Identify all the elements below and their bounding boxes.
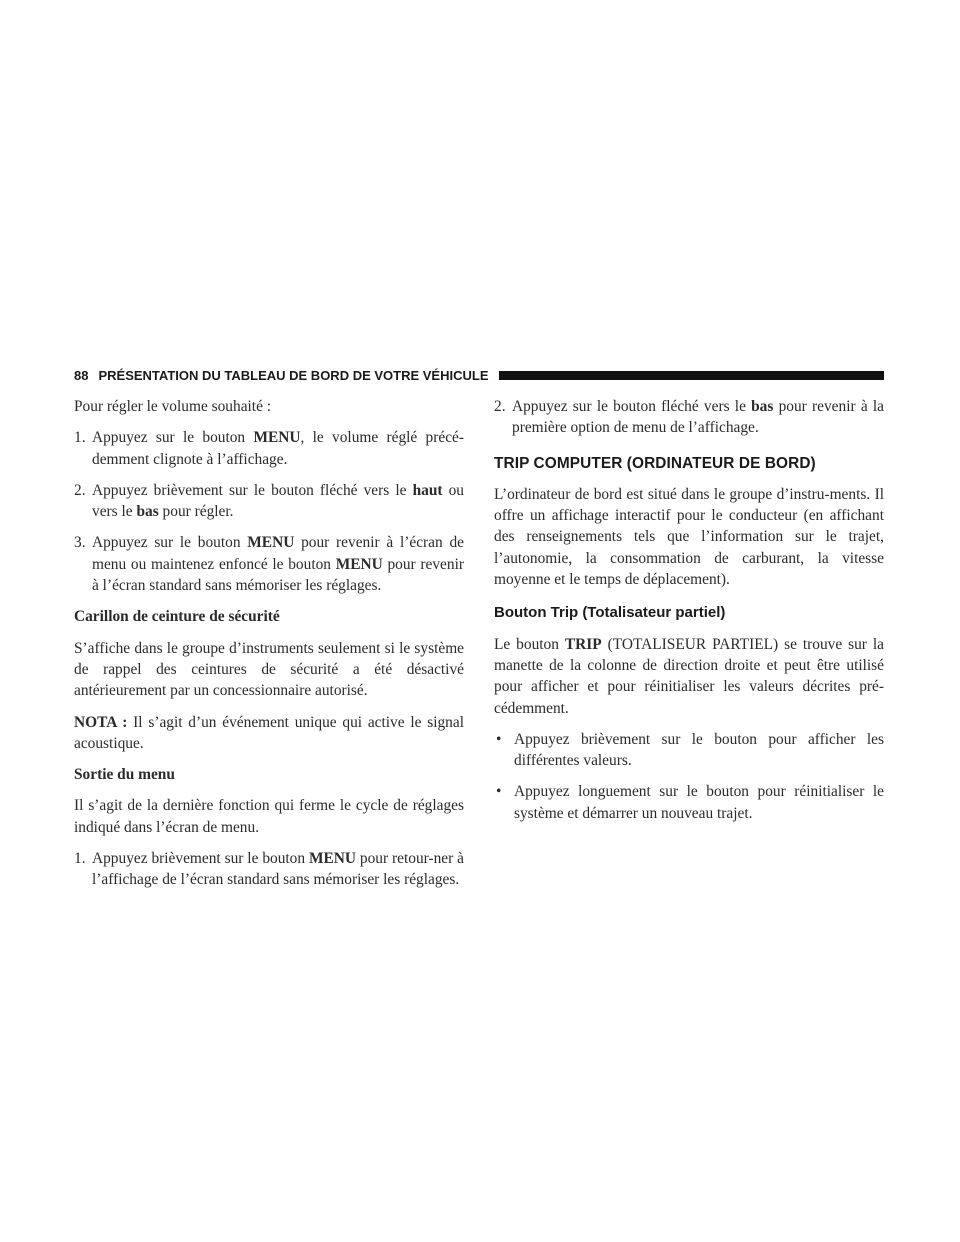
bullet-text: Appuyez brièvement sur le bouton pour afficher les différentes valeurs. bbox=[514, 730, 884, 770]
note-paragraph: NOTA : Il s’agit d’un événement unique qui active le signal acoustique. bbox=[74, 713, 464, 752]
carillon-heading: Carillon de ceinture de sécurité bbox=[74, 608, 280, 626]
carillon-paragraph: S’affiche dans le groupe d’instruments seulement si le système de rappel des ceintures de sécurité a été désactivé antérieurement par un concessionnaire autorisé. bbox=[74, 639, 464, 700]
left-column bbox=[74, 396, 464, 901]
bullet-item bbox=[494, 781, 884, 824]
step-number: 2. bbox=[494, 398, 506, 415]
step-text: Appuyez sur le bouton MENU, le volume réglé précé-demment clignote à l’affichage. bbox=[92, 429, 464, 468]
right-column bbox=[494, 396, 884, 834]
bullet-item bbox=[494, 729, 884, 772]
bullet-text: Appuyez longuement sur le bouton pour réinitialiser le système et démarrer un nouveau trajet. bbox=[514, 783, 884, 822]
sortie-step-1 bbox=[74, 848, 464, 891]
header-rule bbox=[499, 371, 885, 380]
step-number: 2. bbox=[74, 481, 86, 499]
step-number: 1. bbox=[74, 850, 86, 868]
step-text: Appuyez sur le bouton MENU pour revenir à l’écran de menu ou maintenez enfoncé le bouton MENU pour revenir à l’écran standard sans mémoriser les réglages. bbox=[92, 534, 464, 595]
volume-step-1 bbox=[74, 427, 464, 470]
trip-button-heading: Bouton Trip (Totalisateur partiel) bbox=[494, 604, 726, 622]
volume-intro: Pour régler le volume souhaité : bbox=[74, 398, 272, 415]
trip-computer-paragraph: L’ordinateur de bord est situé dans le groupe d’instru-ments. Il offre un affichage interactif pour le conducteur (en affichant des renseignements tels que l’information sur le trajet, l’autonomie, la consommation de carburant, la vitesse moyenne et le temps de déplacement). bbox=[494, 485, 884, 589]
bullet-icon: • bbox=[496, 783, 502, 801]
sortie-step-2 bbox=[494, 396, 884, 439]
sortie-heading: Sortie du menu bbox=[74, 766, 175, 784]
step-number: 3. bbox=[74, 534, 86, 552]
bullet-icon: • bbox=[496, 730, 502, 748]
note-label: NOTA : bbox=[74, 713, 128, 731]
step-number: 1. bbox=[74, 429, 86, 447]
volume-step-2 bbox=[74, 480, 464, 523]
trip-computer-heading: TRIP COMPUTER (ORDINATEUR DE BORD) bbox=[494, 454, 816, 472]
volume-step-3 bbox=[74, 532, 464, 596]
trip-button-paragraph: Le bouton TRIP (TOTALISEUR PARTIEL) se trouve sur la manette de la colonne de direction droite et peut être utilisé pour afficher et pour réinitialiser les valeurs décrites pré-cédemment. bbox=[494, 635, 884, 717]
page-number: 88 bbox=[74, 367, 89, 383]
step-text: Appuyez brièvement sur le bouton MENU pour retour-ner à l’affichage de l’écran standard sans mémoriser les réglages. bbox=[92, 850, 464, 889]
step-text: Appuyez brièvement sur le bouton fléché vers le haut ou vers le bas pour régler. bbox=[92, 481, 465, 521]
section-title: PRÉSENTATION DU TABLEAU DE BORD DE VOTRE VÉHICULE bbox=[98, 367, 489, 383]
sortie-paragraph: Il s’agit de la dernière fonction qui ferme le cycle de réglages indiqué dans l’écran de menu. bbox=[74, 797, 464, 836]
page-header bbox=[74, 364, 884, 386]
step-text: Appuyez sur le bouton fléché vers le bas pour revenir à la première option de menu de l’affichage. bbox=[512, 398, 884, 437]
